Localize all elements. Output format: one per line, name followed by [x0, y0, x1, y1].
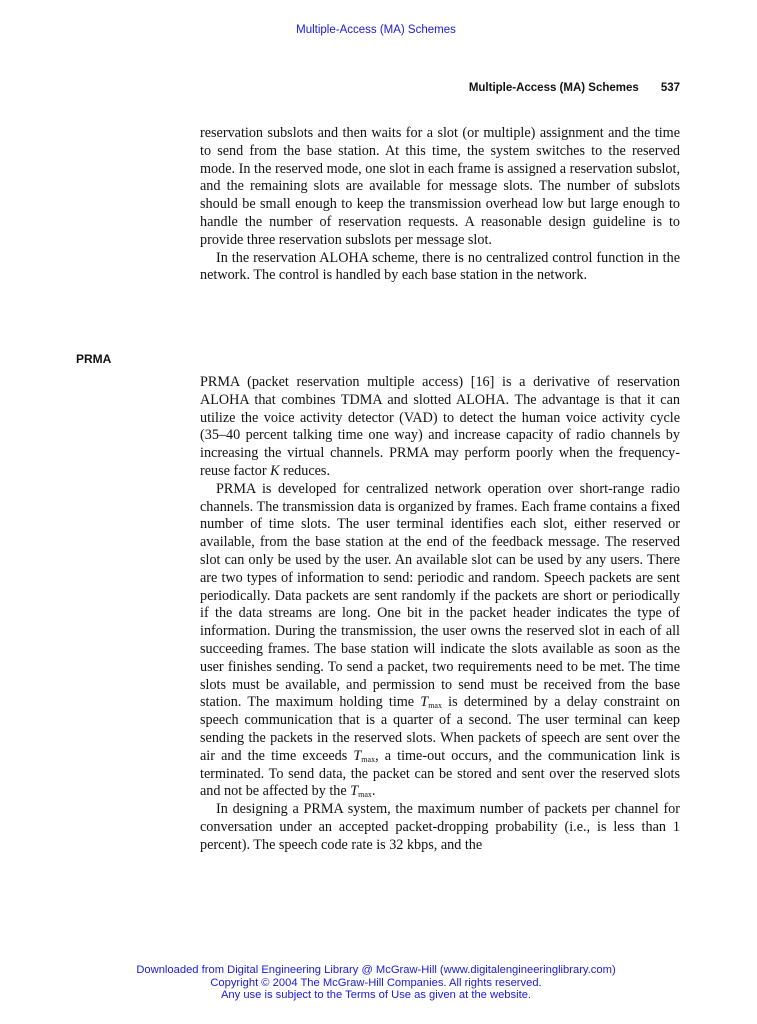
footer-terms-link[interactable]: Any use is subject to the Terms of Use as given at the website.: [220, 989, 532, 1001]
section-heading-prma: PRMA: [76, 352, 112, 366]
body-text-prma: [200, 374, 680, 855]
symbol-t-max: T: [420, 694, 429, 711]
page-number: 537: [660, 82, 680, 94]
paragraph: reservation subslots and then waits for a slot (or multiple) assignment and the time to send from the base station. At this time, the system switches to the reserved mode. In the reserved mode, one slot in each frame is assigned a reservation subslot, and the remaining slots are available for message slots. The number of subslots should be small enough to keep the transmission overhead low but large enough to handle the number of reservation requests. A reasonable design guideline is to provide three reservation subslots per message slot.: [200, 125, 680, 248]
footer-download-link[interactable]: Downloaded from Digital Engineering Library @ McGraw-Hill (www.digitalengineeringlibrary.com): [136, 964, 616, 976]
footer: [0, 964, 752, 1002]
paragraph: In the reservation ALOHA scheme, there is no centralized control function in the network. The control is handled by each base station in the network.: [200, 249, 680, 284]
body-text-top: [200, 125, 680, 285]
running-head-title: Multiple-Access (MA) Schemes: [468, 82, 639, 94]
symbol-t-max: T: [353, 747, 362, 764]
footer-copyright-link[interactable]: Copyright © 2004 The McGraw-Hill Companies. All rights reserved.: [210, 976, 542, 989]
paragraph-prma-operation: PRMA is developed for centralized network operation over short-range radio channels. The transmission data is organized by frames. Each frame contains a fixed number of time slots. The user terminal identifies each slot, either reserved or available, from the base station at the end of the feedback message. The reserved slot can only be used by the user. An available slot can be used by any users. There are two types of information to send: periodic and random. Speech packets are sent periodically. Data packets are sent randomly if the packets are short or periodically if the data streams are long. One bit in the packet header indicates the type of information. During the transmission, the user owns the reserved slot in each of all succeeding frames. The base station will indicate the slots available as soon as the user finishes sending. To send a packet, two requirements need to be met. The time slots must be available, and permission to send must be received from the base station. The maximum holding time $T_{max}$ is determined by a delay constraint on speech communication that is a quarter of a second. The user terminal can keep sending the packets in the reserved slots. When packets of speech are sent over the air and the time exceeds $T_{max}$, a time-out occurs, and the communication link is terminated. To send data, the packet can be stored and sent over the reserved slots and not be affected by the $T_{max}$.: [200, 480, 681, 800]
paragraph-prma-design: In designing a PRMA system, the maximum number of packets per channel for conversation under an accepted packet-dropping probability (i.e., is less than 1 percent). The speech code rate is 32 kbps, and the: [200, 801, 680, 853]
top-title-link[interactable]: Multiple-Access (MA) Schemes: [296, 24, 456, 36]
symbol-k: K: [270, 462, 280, 479]
symbol-t-max: T: [350, 783, 359, 800]
paragraph-prma-intro: PRMA (packet reservation multiple access) [16] is a derivative of reservation ALOHA that combines TDMA and slotted ALOHA. The advantage is that it can utilize the voice activity detector (VAD) to detect the human voice activity cycle (35–40 percent talking time one way) and increase capacity of radio channels by increasing the virtual channels. PRMA may perform poorly when the frequency-reuse factor K reduces.: [200, 374, 680, 479]
running-head: [469, 82, 680, 94]
